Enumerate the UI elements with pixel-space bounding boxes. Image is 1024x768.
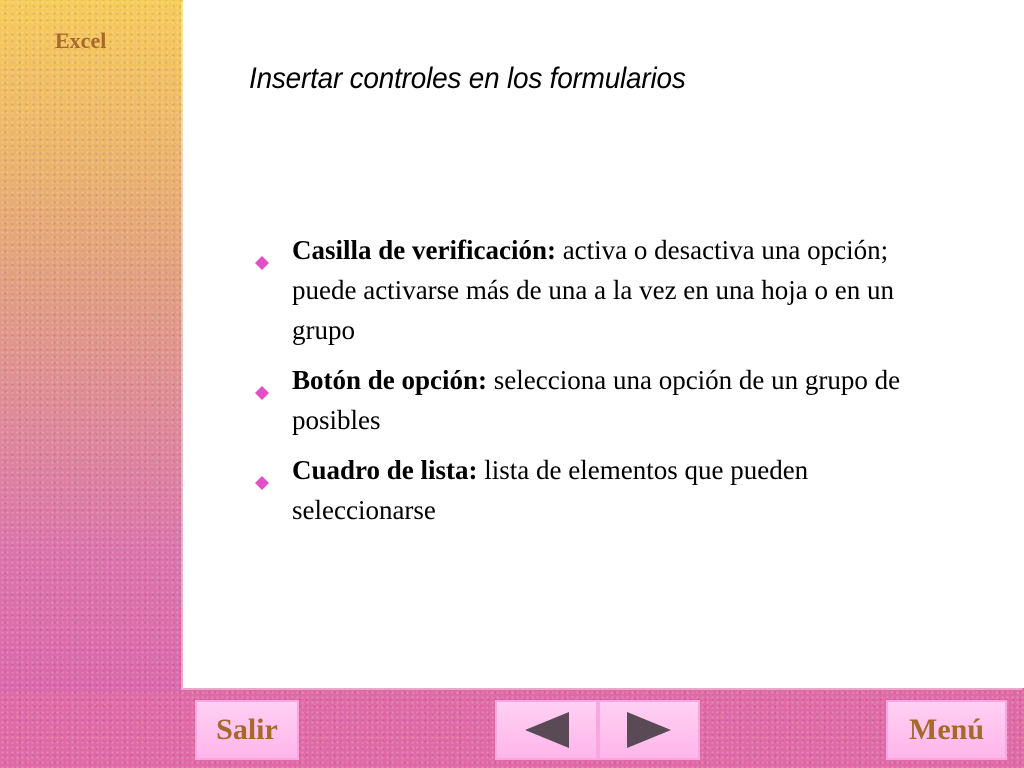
diamond-bullet-icon <box>255 371 269 385</box>
bullet-text: lista de elementos que pueden seleccionarse <box>292 455 809 525</box>
previous-slide-button[interactable] <box>495 700 598 760</box>
bullet-text: selecciona una opción de un grupo de posibles <box>292 365 901 435</box>
left-decorative-strip <box>0 0 183 692</box>
slide-title: Insertar controles en los formularios <box>249 62 686 95</box>
bullet-term: Casilla de verificación: <box>292 235 556 265</box>
menu-button[interactable] <box>886 700 1007 760</box>
list-item <box>252 450 957 530</box>
list-item <box>252 360 957 440</box>
corner-label: Excel <box>55 28 107 53</box>
bullet-list <box>252 230 957 540</box>
diamond-bullet-icon <box>255 461 269 475</box>
diamond-bullet-icon <box>255 241 269 255</box>
list-item <box>252 230 957 350</box>
menu-button-label: Menú <box>909 713 984 746</box>
exit-button[interactable] <box>195 700 299 760</box>
exit-button-label: Salir <box>216 713 278 746</box>
bullet-term: Botón de opción: <box>292 365 488 395</box>
bullet-text: activa o desactiva una opción; puede activarse más de una a la vez en una hoja o en un grupo <box>292 235 894 345</box>
next-slide-button[interactable] <box>598 700 700 760</box>
triangle-right-icon <box>625 710 673 750</box>
bullet-term: Cuadro de lista: <box>292 455 478 485</box>
triangle-left-icon <box>523 710 571 750</box>
